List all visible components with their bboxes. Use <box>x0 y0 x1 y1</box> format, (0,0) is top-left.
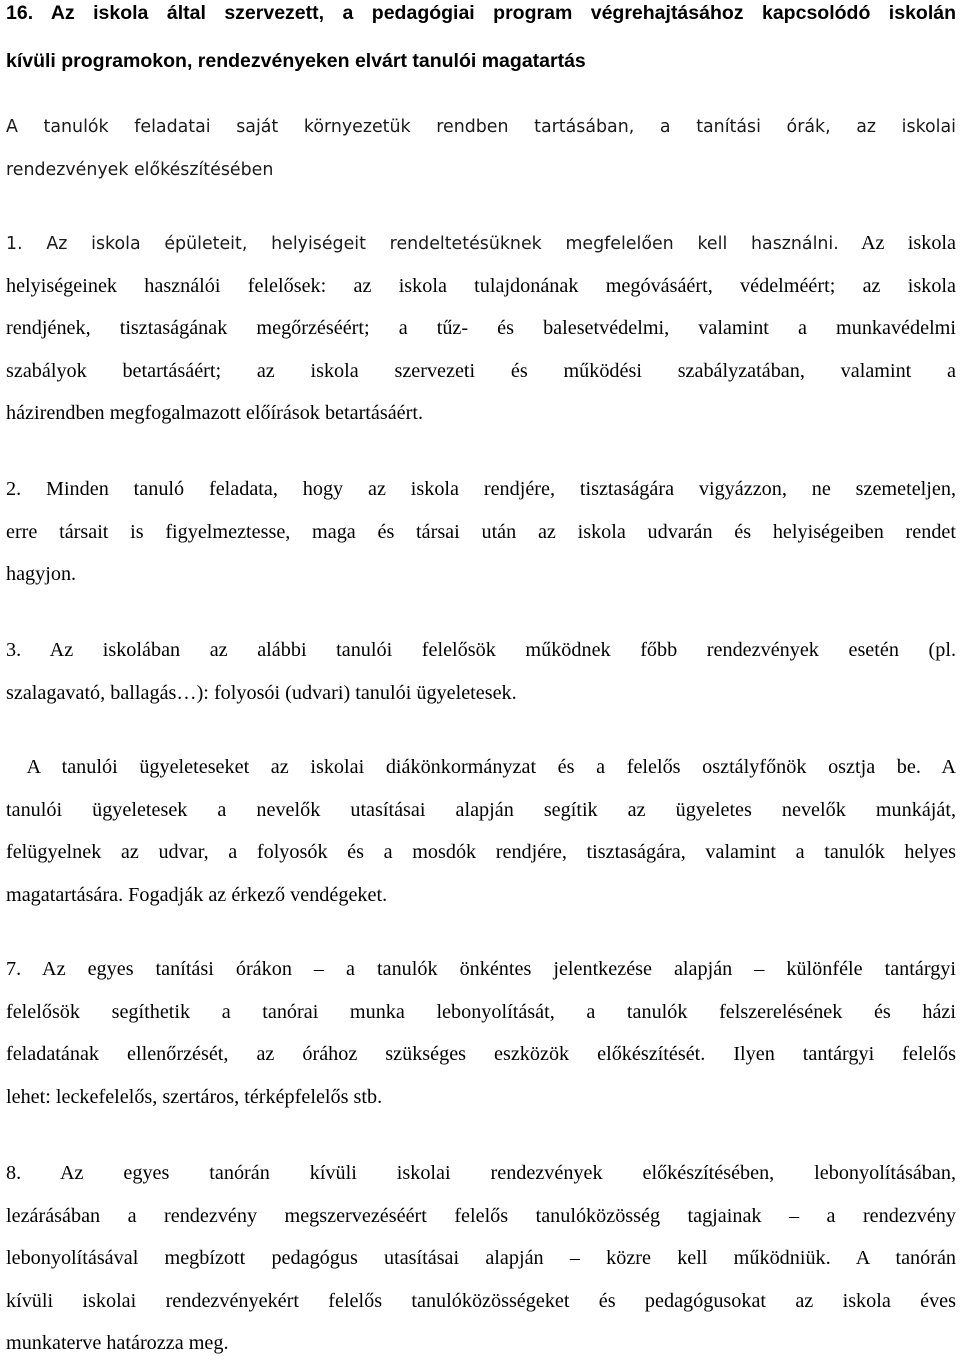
paragraph-7 <box>6 948 956 1118</box>
paragraph-3 <box>6 629 956 714</box>
p8-line-1: 8. Az egyes tanórán kívüli iskolai rendezvények előkészítésében, lebonyolításában, <box>6 1162 956 1184</box>
p7-line-3: feladatának ellenőrzését, az órához szükséges eszközök előkészítését. Ilyen tantárgyi felelős <box>6 1043 956 1065</box>
p1-line-4: szabályok betartásáért; az iskola szervezeti és működési szabályzatában, valamint a <box>6 359 956 382</box>
p3-line-1: 3. Az iskolában az alábbi tanulói felelősök működnek főbb rendezvények esetén (pl. <box>6 639 956 661</box>
p4-line-4: magatartására. Fogadják az érkező vendégeket. <box>6 883 388 906</box>
p4-line-2: tanulói ügyeletesek a nevelők utasításai alapján segítik az ügyeletes nevelők munkáját, <box>6 798 956 821</box>
paragraph-1 <box>6 222 956 435</box>
section-heading <box>6 0 956 81</box>
intro-line-1: A tanulók feladatai saját környezetük rendben tartásában, a tanítási órák, az iskolai <box>6 117 956 137</box>
heading-line-1: 16. Az iskola által szervezett, a pedagógiai program végrehajtásához kapcsolódó iskolán <box>6 2 956 24</box>
intro-paragraph <box>6 106 956 191</box>
paragraph-8 <box>6 1152 956 1365</box>
p1-line-5: házirendben megfogalmazott előírások betartásáért. <box>6 402 424 424</box>
p8-line-2: lezárásában a rendezvény megszervezéséért felelős tanulóközösség tagjainak – a rendezvény <box>6 1204 956 1227</box>
p3-line-2: szalagavató, ballagás…): folyosói (udvari) tanulói ügyeletesek. <box>6 681 517 704</box>
paragraph-2 <box>6 468 956 596</box>
p1-line-3: rendjének, tisztaságának megőrzéséért; a tűz- és balesetvédelmi, valamint a munkavédelmi <box>6 317 956 339</box>
p1-line-1-part-b: Az iskola <box>838 232 956 254</box>
p4-line-1: A tanulói ügyeleteseket az iskolai diákönkormányzat és a felelős osztályfőnök osztja be. A <box>6 756 956 778</box>
paragraph-4 <box>6 746 956 916</box>
p1-line-2: helyiségeinek használói felelősek: az iskola tulajdonának megóvásáért, védelméért; az iskola <box>6 274 956 297</box>
p2-line-2: erre társait is figyelmeztesse, maga és társai után az iskola udvarán és helyiségeiben rendet <box>6 520 956 543</box>
p1-line-1-part-a: 1. Az iskola épületeit, helyiségeit rendeltetésüknek megfelelően kell használni. <box>6 234 839 254</box>
p8-line-4: kívüli iskolai rendezvényekért felelős tanulóközösségeket és pedagógusokat az iskola éves <box>6 1289 956 1312</box>
p4-line-3: felügyelnek az udvar, a folyosók és a mosdók rendjére, tisztaságára, valamint a tanulók helyes <box>6 841 956 863</box>
p2-line-3: hagyjon. <box>6 563 77 585</box>
p2-line-1: 2. Minden tanuló feladata, hogy az iskola rendjére, tisztaságára vigyázzon, ne szemeteljen, <box>6 478 956 500</box>
p7-line-4: lehet: leckefelelős, szertáros, térképfelelős stb. <box>6 1085 383 1108</box>
p8-line-3: lebonyolításával megbízott pedagógus utasításai alapján – közre kell működniük. A tanórán <box>6 1247 956 1269</box>
intro-line-2: rendezvények előkészítésében <box>6 159 274 180</box>
p7-line-2: felelősök segíthetik a tanórai munka lebonyolítását, a tanulók felszerelésének és házi <box>6 1000 956 1023</box>
heading-line-2: kívüli programokon, rendezvényeken elvárt tanulói magatartás <box>6 50 586 72</box>
p7-line-1: 7. Az egyes tanítási órákon – a tanulók önkéntes jelentkezése alapján – különféle tantárgyi <box>6 958 956 980</box>
p8-line-5: munkaterve határozza meg. <box>6 1332 229 1354</box>
p1-line-1 <box>6 222 956 265</box>
